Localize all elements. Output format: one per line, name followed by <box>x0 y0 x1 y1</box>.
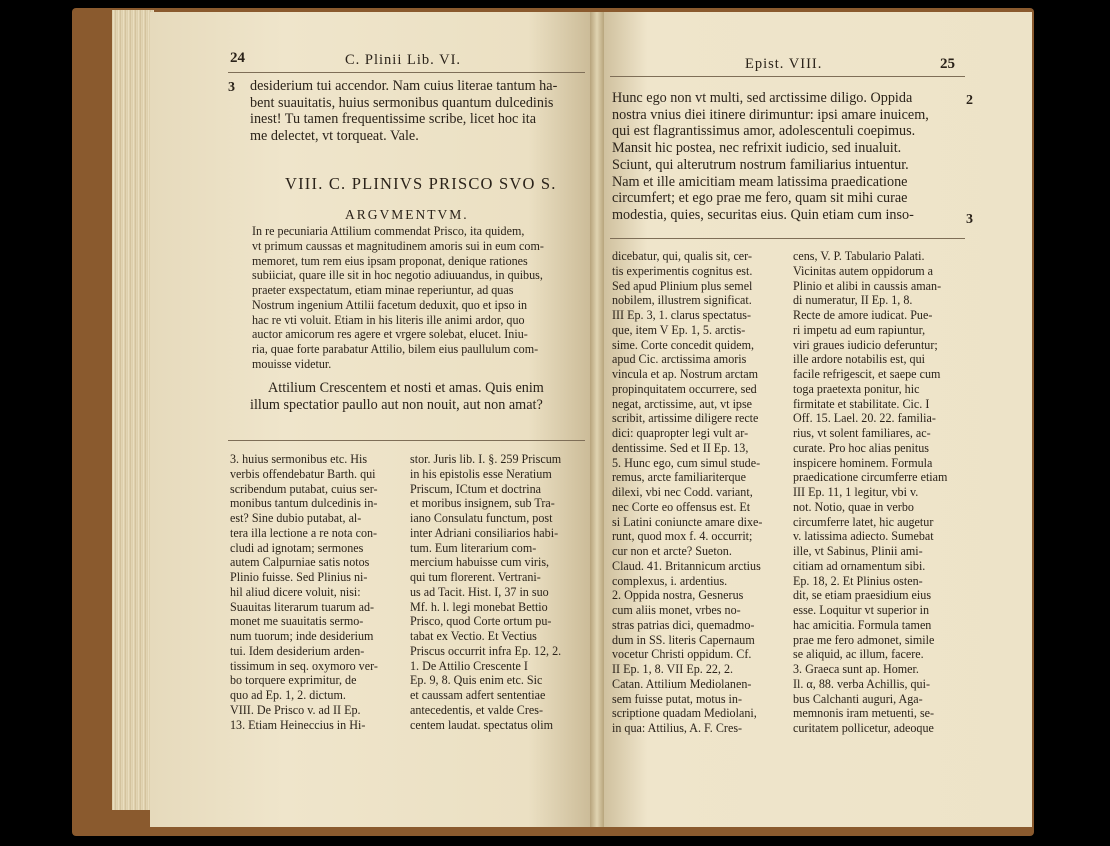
note-line: runt, quod mox f. 4. occurrit; <box>612 529 753 544</box>
note-line: tissimum in seq. oxymoro ver- <box>230 658 378 673</box>
note-line: citiam ad ornamentum sibi. <box>793 558 926 573</box>
note-line: Sed apud Plinium plus semel <box>612 278 753 293</box>
note-line: tum. Eum literarium com- <box>410 540 537 555</box>
note-line: complexus, i. ardentius. <box>612 573 728 588</box>
note-line: praedicatione circumferre etiam <box>793 470 948 485</box>
note-line: Claud. 41. Britannicum arctius <box>612 558 761 573</box>
note-line: circumferre latet, hic augetur <box>793 514 934 529</box>
note-line: dicebatur, qui, qualis sit, cer- <box>612 249 752 263</box>
text-line: me delectet, vt torqueat. Vale. <box>250 128 419 145</box>
note-line: scribendum putabat, cuius ser- <box>230 481 378 496</box>
note-line: Ep. 9, 8. Quis enim etc. Sic <box>410 673 543 688</box>
left-notes-rule <box>228 440 585 441</box>
note-line: 13. Etiam Heineccius in Hi- <box>230 717 366 732</box>
margin-number-3-right: 3 <box>966 212 973 227</box>
note-line: III Ep. 11, 1 legitur, vbi v. <box>793 485 919 499</box>
text-line: Nam et ille amicitiam meam latissima praedicatione <box>612 173 908 190</box>
note-line: iano Consulatu functum, post <box>410 511 553 525</box>
note-line: dilexi, vbi nec Codd. variant, <box>612 485 753 499</box>
text-line: qui est flagrantissimus amor, adolescentuli coepimus. <box>612 123 916 140</box>
note-line: ille, vt Sabinus, Plinii ami- <box>793 544 923 558</box>
note-line: Mf. h. l. legi monebat Bettio <box>410 599 548 614</box>
note-line: Priscus occurrit infra Ep. 12, 2. <box>410 643 562 658</box>
note-line: tui. Idem desiderium arden- <box>230 643 365 658</box>
page-edges <box>112 10 154 810</box>
note-line: rius, vt solent familiares, ac- <box>793 426 931 440</box>
note-line: dit, se etiam praesidium eius <box>793 588 932 603</box>
note-line: cens, V. P. Tabulario Palati. <box>793 249 925 263</box>
note-line: bus Calchanti auguri, Aga- <box>793 691 923 706</box>
right-notes-rule <box>610 238 965 239</box>
note-line: inspicere hominem. Formula <box>793 455 933 470</box>
note-line: stras patrias dici, quemadmo- <box>612 617 755 632</box>
argument-line: ria, quae forte parabatur Attilio, bilem eius paullulum com- <box>252 342 539 356</box>
left-text-top <box>250 78 585 145</box>
argument-text <box>252 224 585 372</box>
note-line: 3. Graeca sunt ap. Homer. <box>793 662 919 676</box>
note-line: tis experimentis cognitus est. <box>612 263 753 278</box>
text-line: Sciunt, qui alterutrum nostrum familiarius intuentur. <box>612 156 909 173</box>
text-line: nostra vnius diei itinere dirimuntur: ipsi amare inuicem, <box>612 106 929 123</box>
right-notes-col1 <box>612 249 787 736</box>
note-line: vincula et ap. Nostrum arctam <box>612 367 759 381</box>
argument-line: memoret, tum rem eius ipsam proponat, denique rationes <box>252 253 528 268</box>
note-line: viri graues iudicio deferuntur; <box>793 337 938 352</box>
argument-line: auctor amicorum res agere et vrgere solebat, elucet. Iniu- <box>252 327 528 342</box>
margin-number-2: 2 <box>966 93 973 108</box>
argument-line: In re pecuniaria Attilium commendat Prisco, ita quidem, <box>252 224 525 238</box>
note-line: cludi ad ignotam; sermones <box>230 540 364 555</box>
margin-number-3: 3 <box>228 80 235 95</box>
note-line: toga praetexta ponitur, hic <box>793 381 920 396</box>
note-line: memnonis iram metuenti, se- <box>793 706 935 721</box>
argument-line: mouisse videtur. <box>252 356 332 371</box>
note-line: 2. Oppida nostra, Gesnerus <box>612 588 744 603</box>
note-line: est? Sine dubio putabat, al- <box>230 511 362 525</box>
note-line: prae me fero admonet, simile <box>793 632 935 647</box>
note-line: Catan. Attilium Mediolanen- <box>612 676 752 691</box>
left-head-rule <box>228 72 585 73</box>
note-line: si Latini coniuncte amare dixe- <box>612 514 763 529</box>
note-line: esse. Loquitur vt superior in <box>793 603 930 617</box>
note-line: Suauitas literarum tuarum ad- <box>230 599 375 614</box>
note-line: mercium habuisse cum viris, <box>410 555 550 570</box>
note-line: antecedentis, et valde Cres- <box>410 702 543 717</box>
note-line: sem fuisse putat, motus in- <box>612 691 742 706</box>
argument-line: praeter exspectatum, etiam minae reperiuntur, ad quas <box>252 283 514 297</box>
right-text <box>612 90 964 224</box>
letter-title: VIII. C. PLINIVS PRISCO SVO S. <box>285 174 557 193</box>
note-line: Prisco, quod Corte ortum pu- <box>410 614 552 629</box>
argument-line: hac re vti voluit. Etiam in his literis ille animi ardor, quo <box>252 312 525 327</box>
note-line: monet me suauitatis sermo- <box>230 614 364 629</box>
note-line: quo ad Ep. 1, 2. dictum. <box>230 688 346 702</box>
note-line: apud Cic. arctissima amoris <box>612 352 747 367</box>
note-line: in his epistolis esse Neratium <box>410 466 552 481</box>
note-line: us ad Tacit. Hist. I, 37 in suo <box>410 584 549 599</box>
note-line: Vicinitas autem oppidorum a <box>793 263 933 278</box>
right-head-rule <box>610 76 965 77</box>
note-line: stor. Juris lib. I. §. 259 Priscum <box>410 452 562 466</box>
note-line: centem laudat. spectatus olim <box>410 717 554 732</box>
note-line: inter Adriani consiliarios habi- <box>410 525 559 540</box>
note-line: hil aliud dicere voluit, nisi: <box>230 584 361 599</box>
note-line: dum in SS. literis Capernaum <box>612 632 755 647</box>
text-line: Mansit hic postea, nec refrixit iudicio, sed inualuit. <box>612 140 902 157</box>
note-line: cur non et arcte? Sueton. <box>612 544 732 558</box>
note-line: et moribus insignem, sub Tra- <box>410 496 555 511</box>
note-line: sime. Corte concedit quidem, <box>612 337 755 352</box>
note-line: cum aliis monet, vrbes no- <box>612 603 741 617</box>
argument-heading: ARGVMENTVM. <box>345 207 469 222</box>
note-line: dentissime. Sed et II Ep. 13, <box>612 440 749 455</box>
left-notes-col1 <box>230 452 405 732</box>
note-line: Priscum, ICtum et doctrina <box>410 481 541 496</box>
argument-line: subiiciat, quare ille sit in hoc negotio adiuuandus, in quibus, <box>252 268 543 283</box>
text-line: circumfert; et ego prae me fero, quam sit mihi curae <box>612 190 908 207</box>
left-running-head: C. Plinii Lib. VI. <box>345 52 462 68</box>
note-line: 1. De Attilio Crescente I <box>410 658 528 673</box>
note-line: II Ep. 1, 8. VII Ep. 22, 2. <box>612 662 734 676</box>
note-line: hac amicitia. Formula tamen <box>793 617 932 632</box>
note-line: facile refrigescit, et saepe cum <box>793 367 941 381</box>
note-line: Plinio fuisse. Sed Plinius ni- <box>230 570 368 584</box>
note-line: curate. Pro hoc alias penitus <box>793 440 930 455</box>
note-line: Off. 15. Lael. 20. 22. familia- <box>793 411 936 426</box>
note-line: scriptione quadam Mediolani, <box>612 706 757 721</box>
text-line: Hunc ego non vt multi, sed arctissime diligo. Oppida <box>612 90 913 106</box>
note-line: nec Corte eo offensus est. Et <box>612 499 751 514</box>
text-line: inest! Tu tamen frequentissime scribe, licet hoc ita <box>250 111 537 128</box>
note-line: 3. huius sermonibus etc. His <box>230 452 368 466</box>
note-line: ri impetu ad eum rapiuntur, <box>793 322 926 337</box>
note-line: propinquitatem occurrere, sed <box>612 381 757 396</box>
note-line: bo torquere exprimitur, de <box>230 673 357 688</box>
note-line: di numeratur, II Ep. 1, 8. <box>793 293 913 308</box>
note-line: tabat ex Vectio. Et Vectius <box>410 629 537 643</box>
note-line: se aliquid, ac illum, facere. <box>793 647 924 662</box>
book-gutter <box>590 12 604 827</box>
note-line: not. Notio, quae in verbo <box>793 499 914 514</box>
note-line: curitatem pollicetur, adeoque <box>793 721 934 735</box>
note-line: scribit, artissime diligere recte <box>612 411 759 426</box>
note-line: qui tum florerent. Vertrani- <box>410 570 541 584</box>
note-line: verbis offendebatur Barth. qui <box>230 466 376 481</box>
note-line: v. latissima adiecto. Sumebat <box>793 529 934 544</box>
right-page-number: 25 <box>940 56 955 72</box>
note-line: que, item V Ep. 1, 5. arctis- <box>612 322 746 337</box>
note-line: dici: quapropter legi vult ar- <box>612 426 749 440</box>
note-line: Plinio et alibi in caussis aman- <box>793 278 942 293</box>
note-line: autem Calpurniae satis notos <box>230 555 370 570</box>
note-line: ille ardore notabilis est, qui <box>793 352 925 367</box>
left-page-number: 24 <box>230 50 245 66</box>
right-running-head: Epist. VIII. <box>745 56 823 72</box>
note-line: in qua: Attilius, A. F. Cres- <box>612 721 743 735</box>
text-line: illum spectatior paullo aut non nouit, aut non amat? <box>250 396 543 413</box>
note-line: VIII. De Prisco v. ad II Ep. <box>230 702 361 717</box>
text-line: bent suauitatis, huius sermonibus quantum dulcedinis <box>250 94 554 111</box>
note-line: Ep. 18, 2. Et Plinius osten- <box>793 573 923 588</box>
argument-line: vt primum caussas et magnitudinem amoris sui in eum com- <box>252 238 544 253</box>
note-line: Il. α, 88. verba Achillis, qui- <box>793 676 930 691</box>
note-line: III Ep. 3, 1. clarus spectatus- <box>612 308 752 322</box>
text-line: modestia, quies, securitas eius. Quin etiam cum inso- <box>612 206 914 223</box>
text-line: desiderium tui accendor. Nam cuius literae tantum ha- <box>250 78 558 94</box>
note-line: tera illa lectione a re nota con- <box>230 525 378 540</box>
note-line: 5. Hunc ego, cum simul stude- <box>612 455 761 470</box>
right-notes-col2 <box>793 249 968 736</box>
left-notes-col2 <box>410 452 588 732</box>
note-line: negat, arctissime, aut, vt ipse <box>612 396 753 411</box>
argument-line: Nostrum ingenium Attilii facetum deduxit, quo et ipso in <box>252 297 528 312</box>
note-line: remus, arcte familiariterque <box>612 470 746 485</box>
left-text-after <box>250 380 585 413</box>
note-line: num tuorum; inde desiderium <box>230 629 374 643</box>
note-line: Recte de amore iudicat. Pue- <box>793 308 933 322</box>
note-line: vocetur Christi oppidum. Cf. <box>612 647 752 662</box>
note-line: monibus tantum dulcedinis in- <box>230 496 378 511</box>
note-line: et caussam adfert sententiae <box>410 688 546 702</box>
note-line: nobilem, illustrem significat. <box>612 293 752 308</box>
note-line: firmitate et stabilitate. Cic. I <box>793 396 930 411</box>
text-line: Attilium Crescentem et nosti et amas. Quis enim <box>268 380 544 396</box>
